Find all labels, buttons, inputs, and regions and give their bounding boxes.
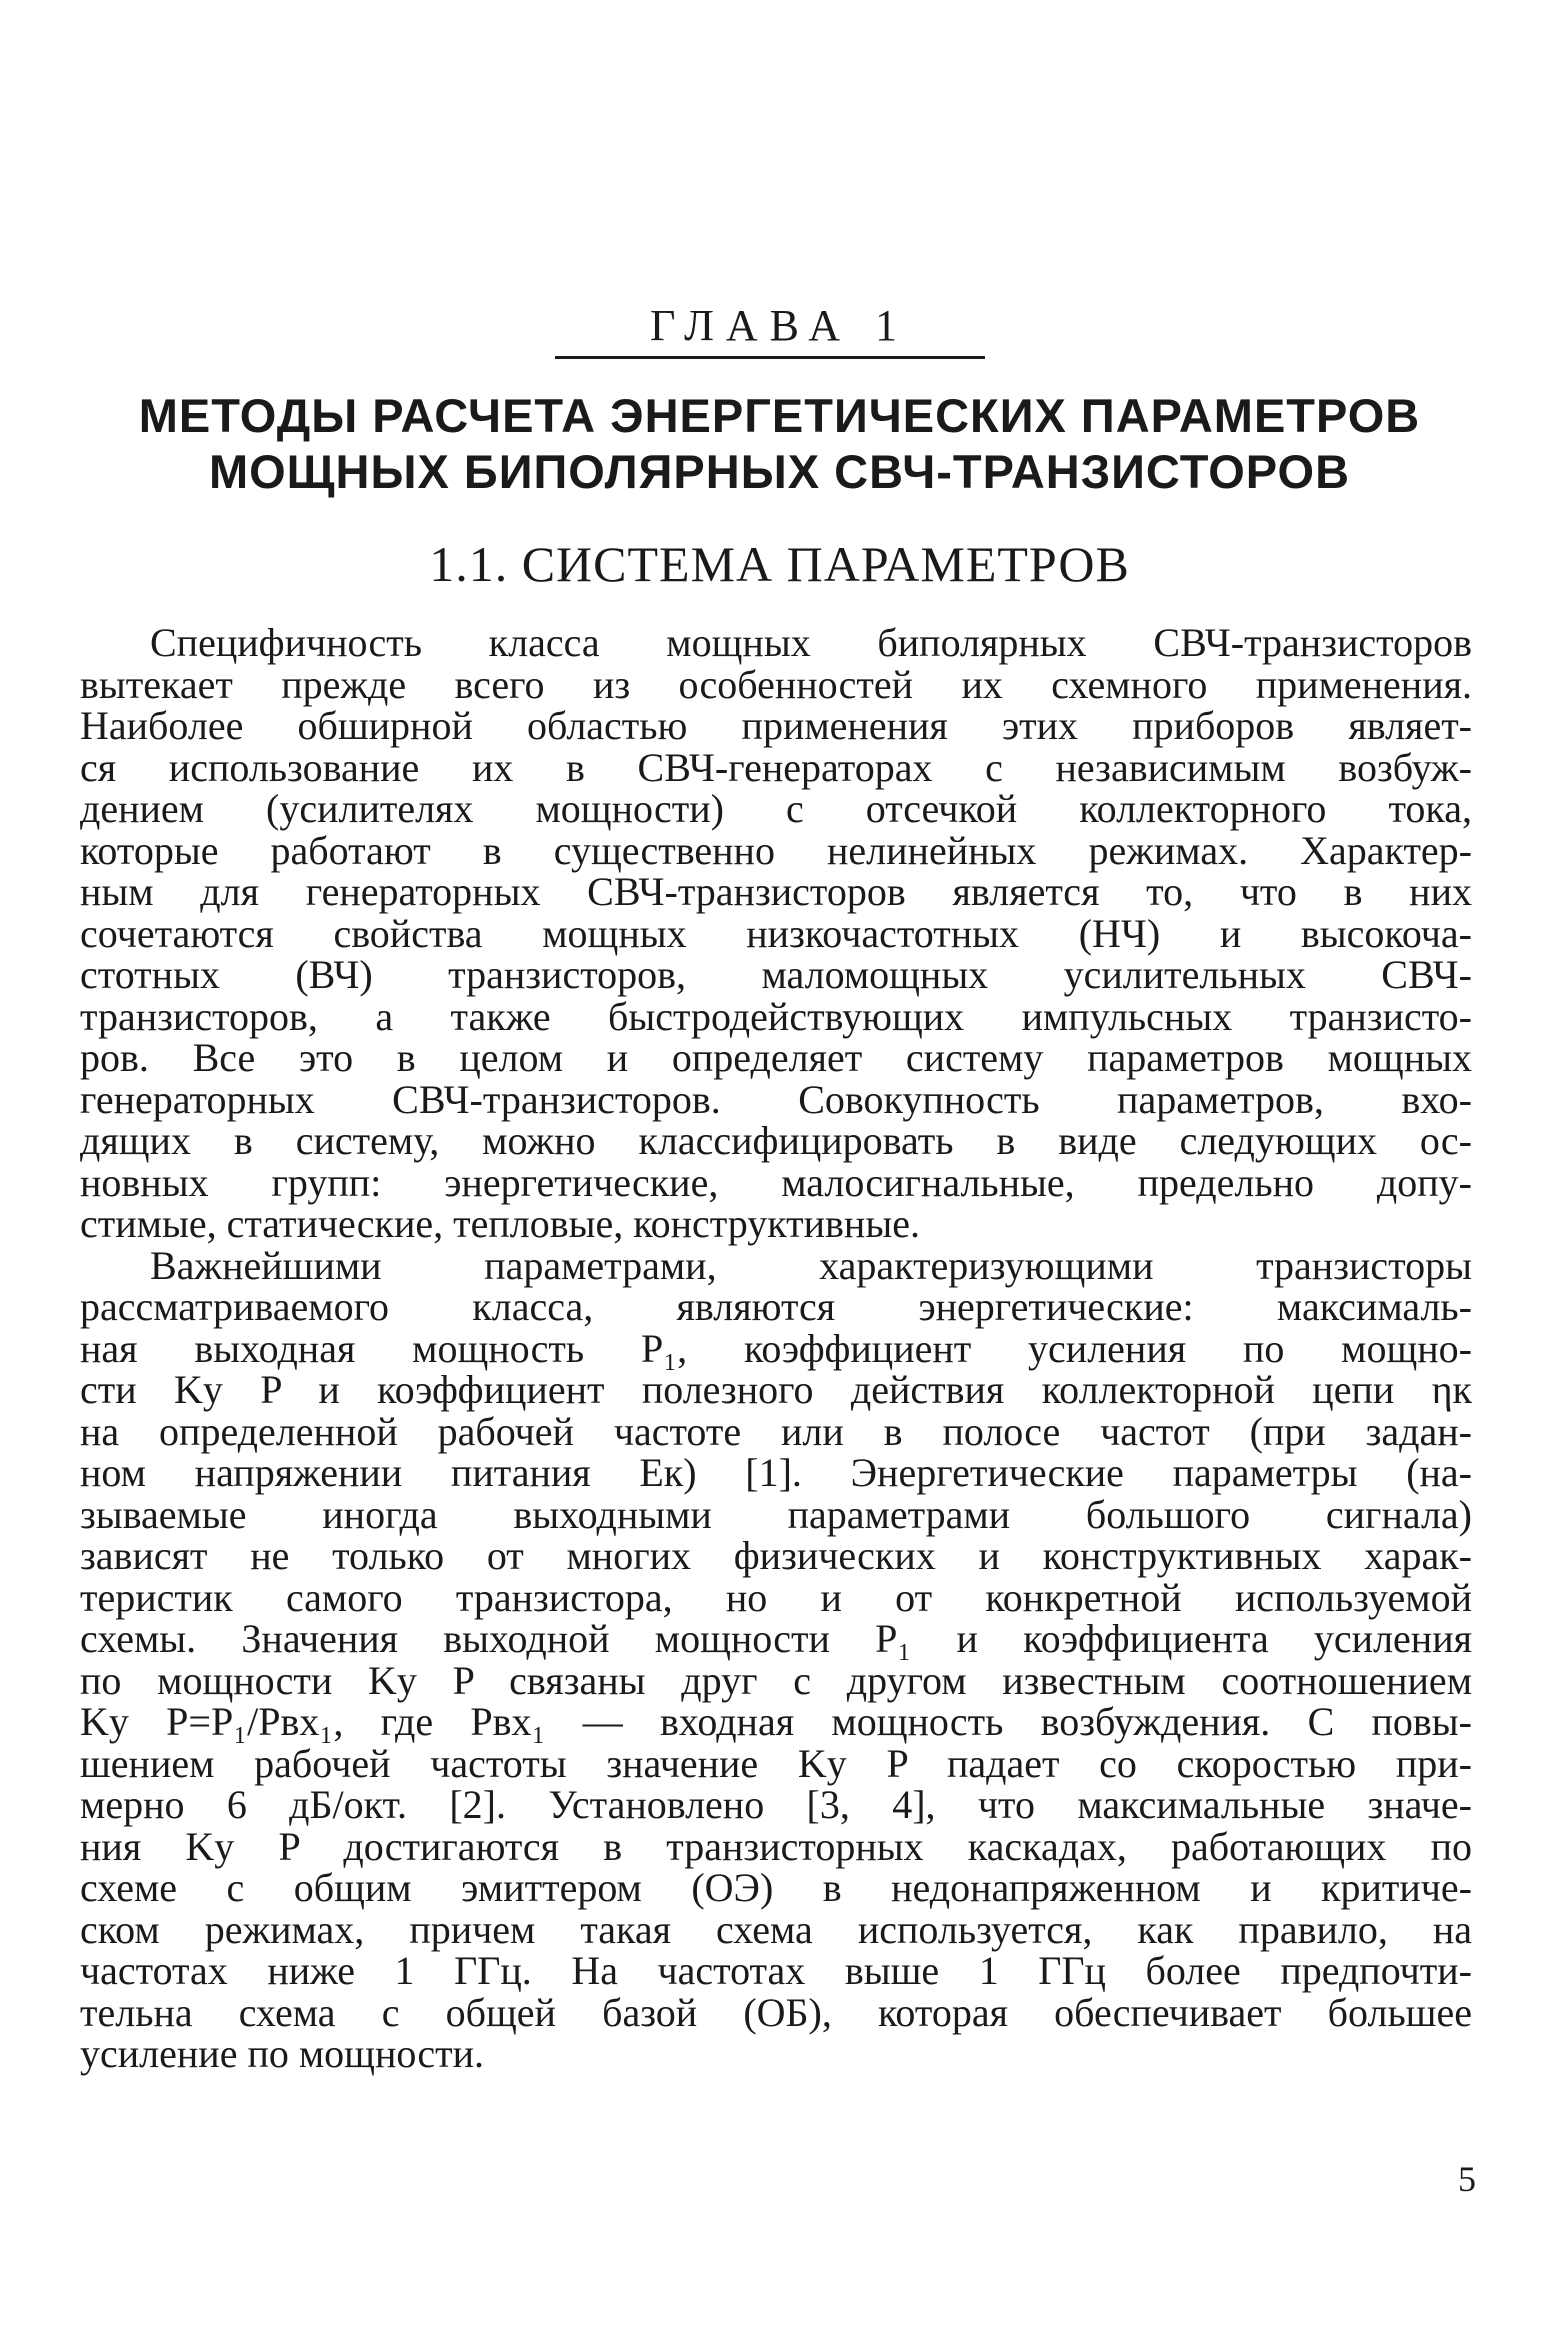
text-line: на определенной рабочей частоте или в полосе частот (при задан-	[80, 1408, 1472, 1454]
chapter-label: ГЛАВА 1	[649, 301, 910, 350]
text-line: теристик самого транзистора, но и от конкретной используемой	[80, 1574, 1472, 1620]
text-line: транзисторов, а также быстродействующих импульсных транзисто-	[80, 993, 1472, 1039]
text-line: ная выходная мощность P₁, коэффициент усиления по мощно-	[80, 1325, 1472, 1371]
chapter-title	[100, 388, 1459, 500]
text-line: рассматриваемого класса, являются энергетические: максималь-	[80, 1284, 1472, 1329]
paragraph-2	[80, 1242, 1472, 2076]
text-line: ния Kу P достигаются в транзисторных каскадах, работающих по	[80, 1823, 1472, 1869]
text-line: дением (усилителях мощности) с отсечкой коллекторного тока,	[80, 786, 1472, 831]
text-line: ском режимах, причем такая схема используется, как правило, на	[80, 1906, 1472, 1952]
chapter-rule	[555, 356, 985, 359]
page-number: 5	[1458, 2159, 1476, 2199]
text-line: зависят не только от многих физических и конструктивных харак-	[80, 1533, 1472, 1578]
text-line: ся использование их в СВЧ-генераторах с независимым возбуж-	[80, 744, 1472, 790]
chapter-title-line: МОЩНЫХ БИПОЛЯРНЫХ СВЧ-ТРАНЗИСТОРОВ	[208, 445, 1351, 498]
text-line: которые работают в существенно нелинейных режимах. Характер-	[80, 827, 1472, 873]
text-line: Важнейшими параметрами, характеризующими транзисторы	[150, 1242, 1472, 1288]
text-line: усиление по мощности.	[80, 2031, 485, 2076]
section-title: 1.1. СИСТЕМА ПАРАМЕТРОВ	[429, 536, 1130, 592]
text-line: тельна схема с общей базой (ОБ), которая обеспечивает большее	[80, 1989, 1472, 2035]
text-line: Kу P=P₁/Pвх₁, где Pвх₁ — входная мощность возбуждения. С повы-	[80, 1699, 1472, 1744]
text-line: схемы. Значения выходной мощности P₁ и коэффициента усиления	[80, 1616, 1472, 1661]
text-line: Специфичность класса мощных биполярных СВЧ-транзисторов	[150, 620, 1472, 665]
text-line: генераторных СВЧ-транзисторов. Совокупность параметров, вхо-	[80, 1076, 1472, 1122]
text-line: стимые, статические, тепловые, конструктивные.	[80, 1201, 920, 1246]
text-line: ном напряжении питания Eк) [1]. Энергетические параметры (на-	[80, 1450, 1472, 1495]
text-line: мерно 6 дБ/окт. [2]. Установлено [3, 4], что максимальные значе-	[80, 1782, 1472, 1827]
text-line: Наиболее обширной областью применения этих приборов являет-	[80, 703, 1472, 748]
text-line: шением рабочей частоты значение Kу P падает со скоростью при-	[80, 1740, 1472, 1786]
text-line: сочетаются свойства мощных низкочастотных (НЧ) и высокоча-	[80, 910, 1472, 956]
text-line: ров. Все это в целом и определяет систему параметров мощных	[80, 1035, 1472, 1080]
chapter-title-line: МЕТОДЫ РАСЧЕТА ЭНЕРГЕТИЧЕСКИХ ПАРАМЕТРОВ	[138, 389, 1421, 442]
text-line: сти Kу P и коэффициент полезного действия коллекторной цепи ηк	[80, 1367, 1472, 1412]
text-line: стотных (ВЧ) транзисторов, маломощных усилительных СВЧ-	[80, 952, 1472, 997]
paragraph-1	[80, 622, 1472, 1245]
text-line: зываемые иногда выходными параметрами большого сигнала)	[80, 1491, 1472, 1537]
body-text	[80, 622, 1472, 2075]
text-line: вытекает прежде всего из особенностей их схемного применения.	[80, 661, 1472, 707]
text-line: схеме с общим эмиттером (ОЭ) в недонапряженном и критиче-	[80, 1865, 1472, 1910]
text-line: дящих в систему, можно классифицировать в виде следующих ос-	[80, 1118, 1472, 1163]
text-line: частотах ниже 1 ГГц. На частотах выше 1 ГГц более предпочти-	[80, 1948, 1472, 1993]
text-line: новных групп: энергетические, малосигнальные, предельно допу-	[80, 1159, 1472, 1205]
text-line: ным для генераторных СВЧ-транзисторов является то, что в них	[80, 869, 1472, 914]
text-line: по мощности Kу P связаны друг с другом известным соотношением	[80, 1657, 1472, 1703]
